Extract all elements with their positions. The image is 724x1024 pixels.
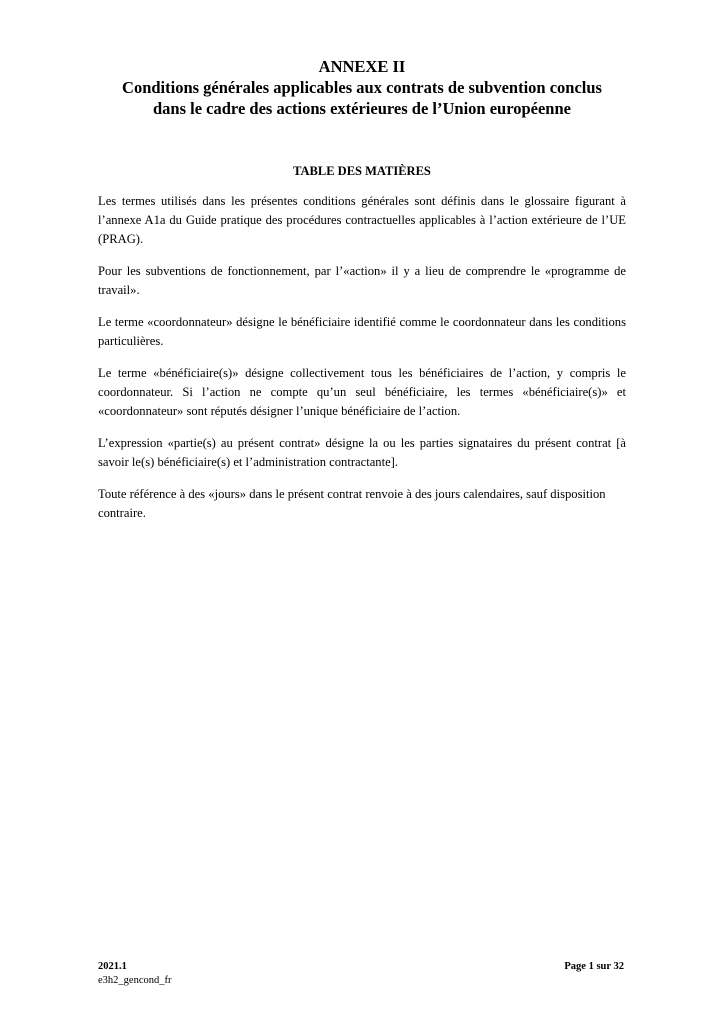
footer-file-name: e3h2_gencond_fr [98,975,172,986]
document-title-line-1: Conditions générales applicables aux contrats de subvention conclus [122,78,602,97]
paragraph: Pour les subventions de fonctionnement, par l’«action» il y a lieu de comprendre le «programme de travail». [98,264,626,297]
footer-left [98,960,171,988]
document-title-block [98,56,626,119]
paragraph: Le terme «bénéficiaire(s)» désigne collectivement tous les bénéficiaires de l’action, y compris le coordonnateur. Si l’action ne compte qu’un seul bénéficiaire, les termes «bénéficiaire(s)» et «coordonnateur» sont réputés désigner l’unique bénéficiaire de l’action. [98,366,626,418]
body-text [98,192,626,536]
page-number: Page 1 sur 32 [564,961,624,972]
annex-label: ANNEXE II [318,57,406,76]
paragraph: Toute référence à des «jours» dans le présent contrat renvoie à des jours calendaires, sauf disposition contraire. [98,487,606,520]
footer-version: 2021.1 [98,961,127,972]
paragraph: Les termes utilisés dans les présentes conditions générales sont définis dans le glossaire figurant à l’annexe A1a du Guide pratique des procédures contractuelles applicables à l’action extérieure de l’UE (PRAG). [98,194,626,246]
paragraph: Le terme «coordonnateur» désigne le bénéficiaire identifié comme le coordonnateur dans les conditions particulières. [98,315,626,348]
table-of-contents-heading: TABLE DES MATIÈRES [293,164,431,178]
paragraph: L’expression «partie(s) au présent contrat» désigne la ou les parties signataires du présent contrat [à savoir le(s) bénéficiaire(s) et l’administration contractante]. [98,436,626,469]
document-title-line-2: dans le cadre des actions extérieures de l’Union européenne [153,99,571,118]
